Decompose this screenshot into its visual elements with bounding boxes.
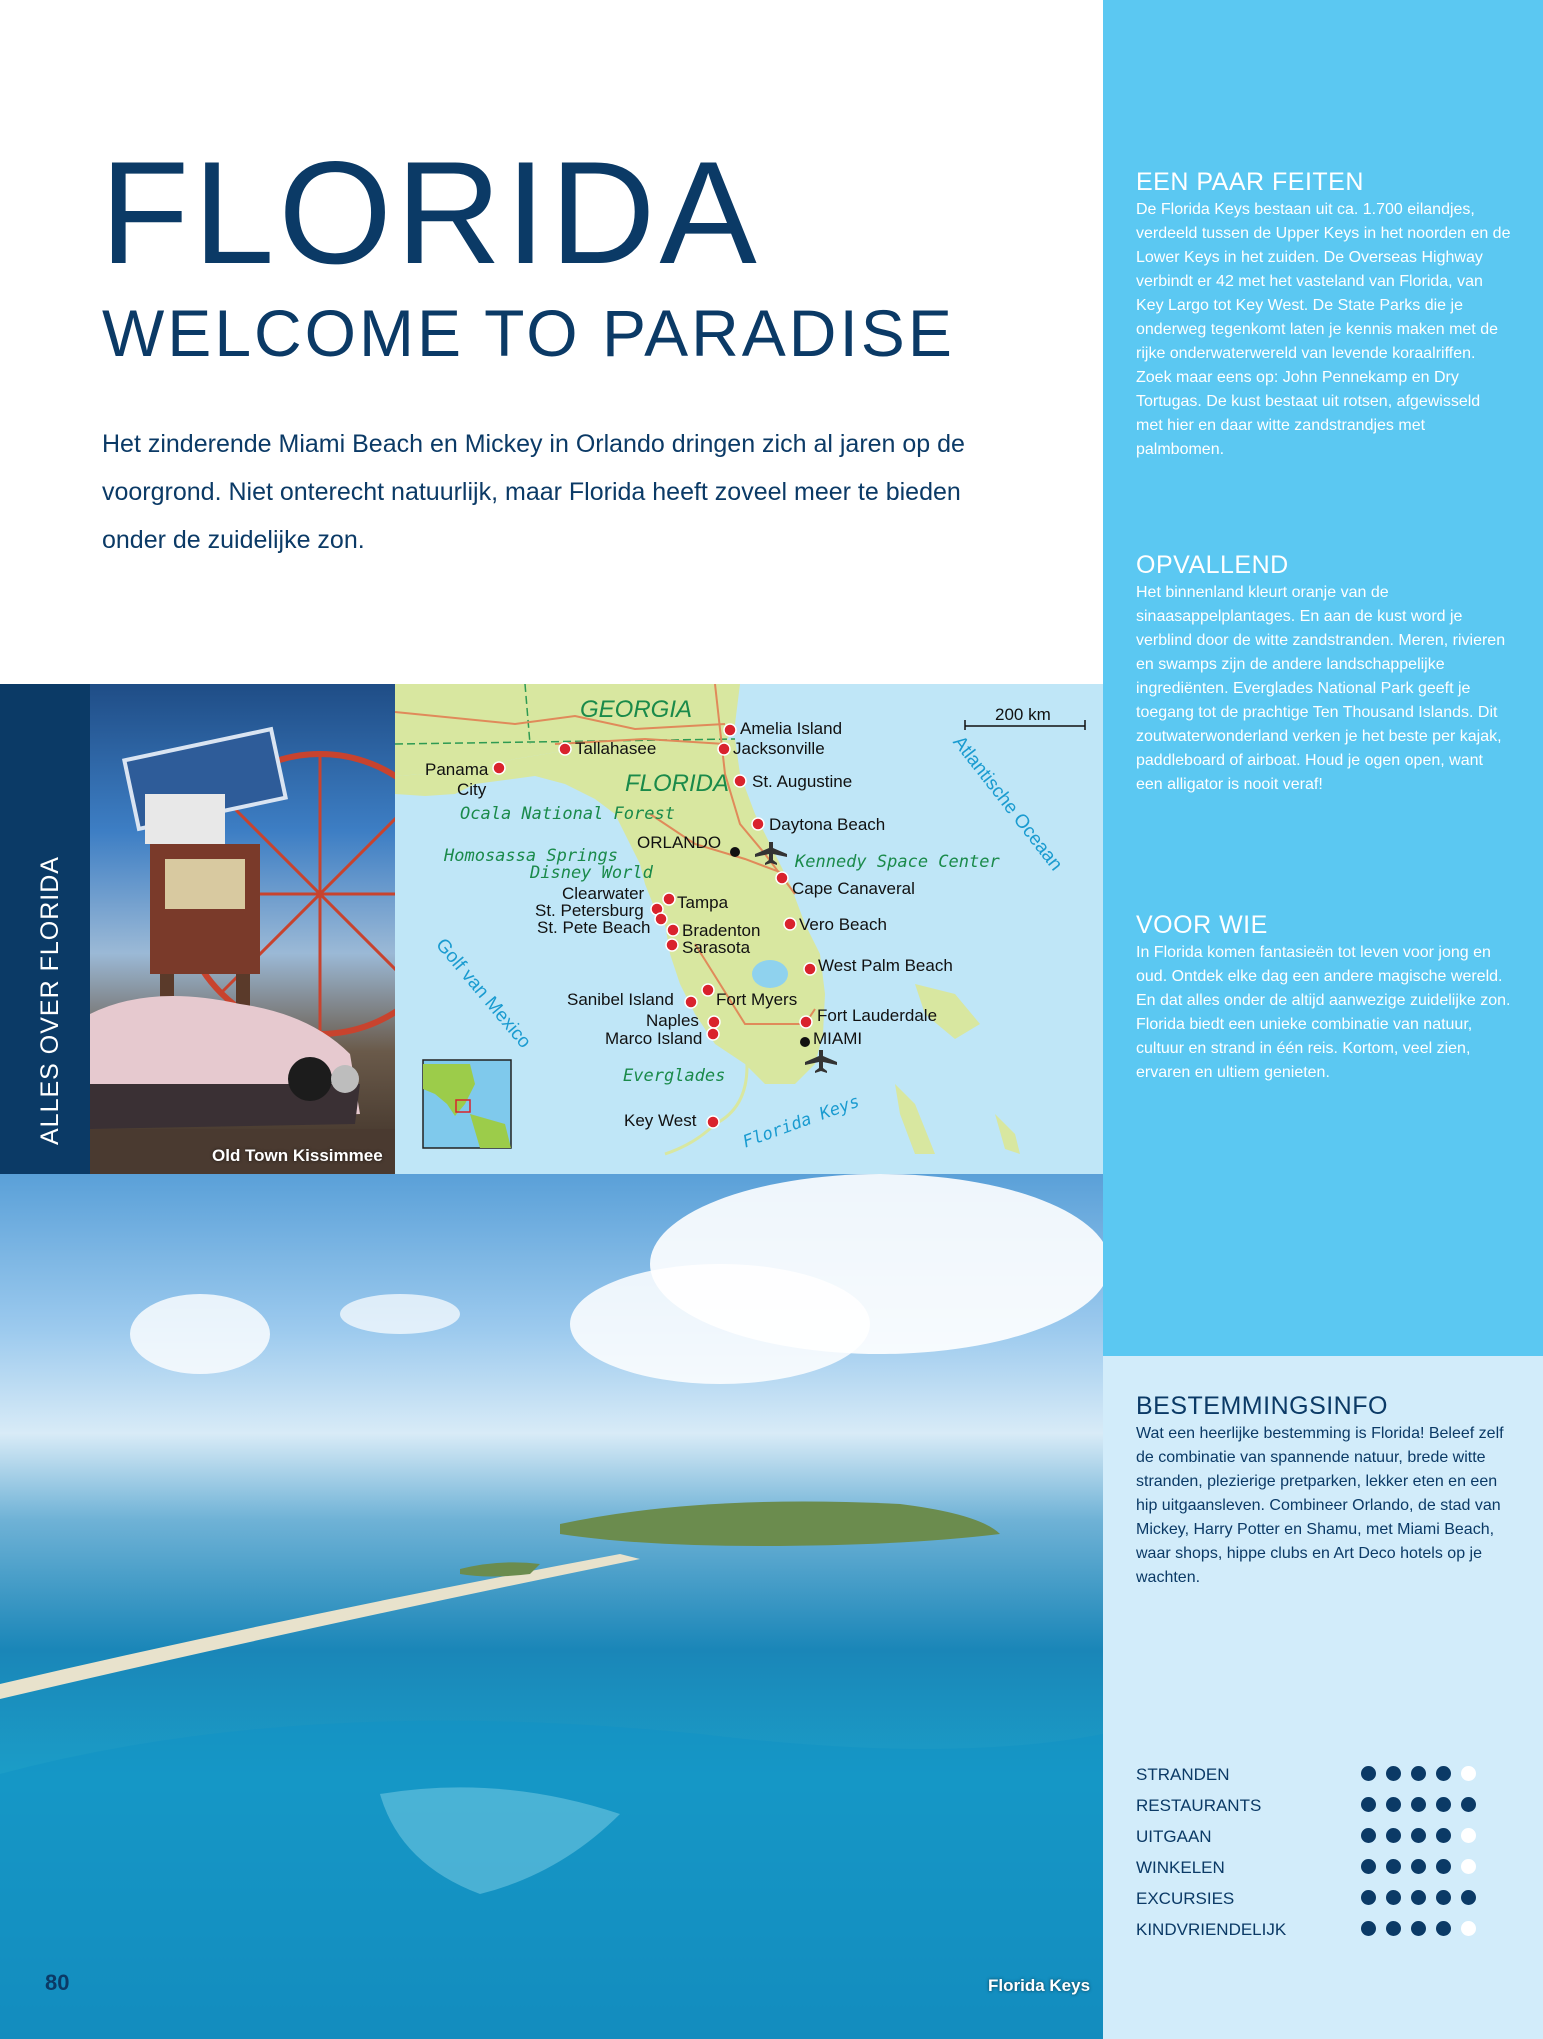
rating-dot-filled (1386, 1828, 1401, 1843)
page-subtitle: WELCOME TO PARADISE (102, 296, 955, 370)
rating-dot-filled (1461, 1890, 1476, 1905)
map-sea-atlantic: Atlantische Oceaan (948, 732, 1067, 875)
map-place-tampa: Tampa (677, 893, 729, 912)
notable-heading: OPVALLEND (1136, 551, 1289, 579)
destination-panel (1103, 1356, 1543, 2039)
rating-row (1136, 1822, 1516, 1853)
rating-dot-filled (1411, 1797, 1426, 1812)
map-place-daytona: Daytona Beach (769, 815, 886, 834)
facts-heading: EEN PAAR FEITEN (1136, 168, 1364, 196)
facts-panel (1103, 0, 1543, 1356)
map-place-fort-lauderdale: Fort Lauderdale (817, 1006, 938, 1025)
map-place-west-palm-beach: West Palm Beach (818, 956, 953, 975)
map-place-panama-city: City (457, 780, 487, 799)
rating-dot-filled (1411, 1921, 1426, 1936)
map-place-kennedy: Kennedy Space Center (795, 852, 1000, 872)
facts-text: De Florida Keys bestaan uit ca. 1.700 eilandjes, verdeeld tussen de Upper Keys in het noorden en de Lower Keys in het zuiden. De Overseas Highway verbindt er 42 met het vasteland van Florida, van Key Largo tot Key West. De State Parks die je onderweg tegenkomt laten je kennis maken met de rijke onderwaterwereld van levende koraalriffen. Zoek maar eens op: John Pennekamp en Dry Tortugas. De kust bestaat uit rotsen, afgewisseld met hier en daar witte zandstrandjes met palmbomen. (1136, 201, 1511, 458)
rating-row (1136, 1915, 1516, 1946)
map-place-fort-myers: Fort Myers (716, 990, 798, 1009)
rating-dot-empty (1461, 1859, 1476, 1874)
rating-dots (1361, 1797, 1486, 1815)
rating-dot-filled (1361, 1921, 1376, 1936)
rating-dots (1361, 1828, 1486, 1846)
side-band-label: ALLES OVER FLORIDA (36, 856, 64, 1145)
notable-text: Het binnenland kleurt oranje van de sinaasappelplantages. En aan de kust word je verblind door de witte zandstranden. Meren, rivieren en swamps zijn de andere landschappelijke ingrediënten. Everglades National Park geeft je toegang tot de prachtige Ten Thousand Islands. Dit zoutwaterwonderland verken je het beste per kajak, paddleboard of airboat. Houd je ogen open, want een alligator is nooit veraf! (1136, 584, 1506, 793)
map-place-miami: MIAMI (813, 1029, 863, 1048)
map-place-orlando: ORLANDO (637, 833, 722, 852)
rating-dots (1361, 1890, 1486, 1908)
rating-dot-empty (1461, 1921, 1476, 1936)
rating-dot-filled (1361, 1890, 1376, 1905)
rating-dot-filled (1411, 1890, 1426, 1905)
map-place-marco: Marco Island (605, 1029, 703, 1048)
rating-label: KINDVRIENDELIJK (1136, 1920, 1287, 1939)
rating-dot-filled (1436, 1797, 1451, 1812)
rating-dot-filled (1436, 1890, 1451, 1905)
rating-dot-filled (1386, 1766, 1401, 1781)
rating-dot-filled (1436, 1921, 1451, 1936)
rating-dots (1361, 1766, 1486, 1784)
rating-label: RESTAURANTS (1136, 1796, 1262, 1815)
rating-dot-filled (1411, 1859, 1426, 1874)
rating-label: UITGAAN (1136, 1827, 1212, 1846)
map-sea-gulf: Golf van Mexico (431, 934, 535, 1053)
rating-dot-filled (1436, 1859, 1451, 1874)
forwhom-heading: VOOR WIE (1136, 911, 1268, 939)
rating-dot-filled (1436, 1828, 1451, 1843)
rating-label: WINKELEN (1136, 1858, 1225, 1877)
map-state-florida: FLORIDA (625, 770, 730, 797)
map-place-bradenton: Bradenton (682, 921, 761, 940)
rating-label: STRANDEN (1136, 1765, 1230, 1784)
florida-keys-illustration (0, 1174, 1103, 2039)
forwhom-text: In Florida komen fantasieën tot leven voor jong en oud. Ontdek elke dag een andere magische wereld. En dat alles onder de altijd aanwezige zuidelijke zon. Florida biedt een unieke combinatie van natuur, cultuur en strand in één reis. Kortom, veel zien, ervaren en ultiem genieten. (1136, 944, 1511, 1081)
map-place-amelia: Amelia Island (740, 719, 843, 738)
rating-dot-filled (1436, 1766, 1451, 1781)
rating-row (1136, 1760, 1516, 1791)
kissimmee-caption: Old Town Kissimmee (212, 1146, 383, 1165)
rating-dot-filled (1411, 1828, 1426, 1843)
rating-dot-filled (1386, 1921, 1401, 1936)
map-place-sanibel: Sanibel Island (567, 990, 674, 1009)
florida-map (395, 684, 1103, 1174)
rating-label: EXCURSIES (1136, 1889, 1235, 1908)
rating-dots (1361, 1859, 1486, 1877)
rating-dot-filled (1411, 1766, 1426, 1781)
destination-text: Wat een heerlijke bestemming is Florida! Beleef zelf de combinatie van spannende natuur, brede witte stranden, plezierige pretparken, lekker eten en een hip uitgaansleven. Combineer Orlando, de stad van Mickey, Harry Potter en Shamu, met Miami Beach, waar shops, hippe clubs en Art Deco hotels op je wachten. (1136, 1425, 1504, 1586)
map-sea-florida-keys: Florida Keys (740, 1091, 863, 1153)
map-scale-label: 200 km (995, 705, 1051, 724)
map-place-vero: Vero Beach (799, 915, 887, 934)
rating-dot-filled (1461, 1797, 1476, 1812)
rating-dot-empty (1461, 1828, 1476, 1843)
rating-dot-filled (1361, 1766, 1376, 1781)
page-number: 80 (45, 1970, 70, 1995)
rating-row (1136, 1791, 1516, 1822)
kissimmee-illustration (90, 684, 395, 1174)
map-place-canaveral: Cape Canaveral (792, 879, 915, 898)
map-place-tallahasee: Tallahasee (575, 739, 657, 758)
map-place-disney: Disney World (530, 863, 653, 883)
map-place-sarasota: Sarasota (682, 938, 751, 957)
photo-old-town-kissimmee (90, 684, 395, 1174)
map-place-jacksonville: Jacksonville (733, 739, 825, 758)
rating-dot-filled (1361, 1859, 1376, 1874)
photo-florida-keys (0, 1174, 1103, 2039)
map-place-everglades: Everglades (623, 1066, 726, 1086)
rating-dot-filled (1386, 1859, 1401, 1874)
rating-row (1136, 1853, 1516, 1884)
map-place-naples: Naples (646, 1011, 699, 1030)
rating-row (1136, 1884, 1516, 1915)
intro-paragraph: Het zinderende Miami Beach en Mickey in Orlando dringen zich al jaren op de voorgrond. Niet onterecht natuurlijk, maar Florida heeft zoveel meer te bieden onder de zuidelijke zon. (102, 430, 965, 554)
destination-heading: BESTEMMINGSINFO (1136, 1392, 1388, 1420)
page-title: FLORIDA (100, 131, 761, 294)
map-place-key-west: Key West (624, 1111, 697, 1130)
map-place-panama: Panama (425, 760, 489, 779)
rating-dots (1361, 1921, 1486, 1939)
rating-dot-empty (1461, 1766, 1476, 1781)
map-place-clearwater: Clearwater (562, 884, 645, 903)
keys-caption: Florida Keys (988, 1976, 1091, 1995)
rating-dot-filled (1361, 1828, 1376, 1843)
map-place-st-pete-beach: St. Pete Beach (537, 918, 651, 937)
map-place-homosassa: Homosassa Springs (444, 846, 618, 866)
map-place-ocala: Ocala National Forest (460, 804, 675, 824)
map-place-st-petersburg: St. Petersburg (535, 901, 644, 920)
map-state-georgia: GEORGIA (580, 696, 693, 723)
rating-dot-filled (1386, 1797, 1401, 1812)
rating-dot-filled (1361, 1797, 1376, 1812)
rating-dot-filled (1386, 1890, 1401, 1905)
map-place-st-augustine: St. Augustine (752, 772, 853, 791)
